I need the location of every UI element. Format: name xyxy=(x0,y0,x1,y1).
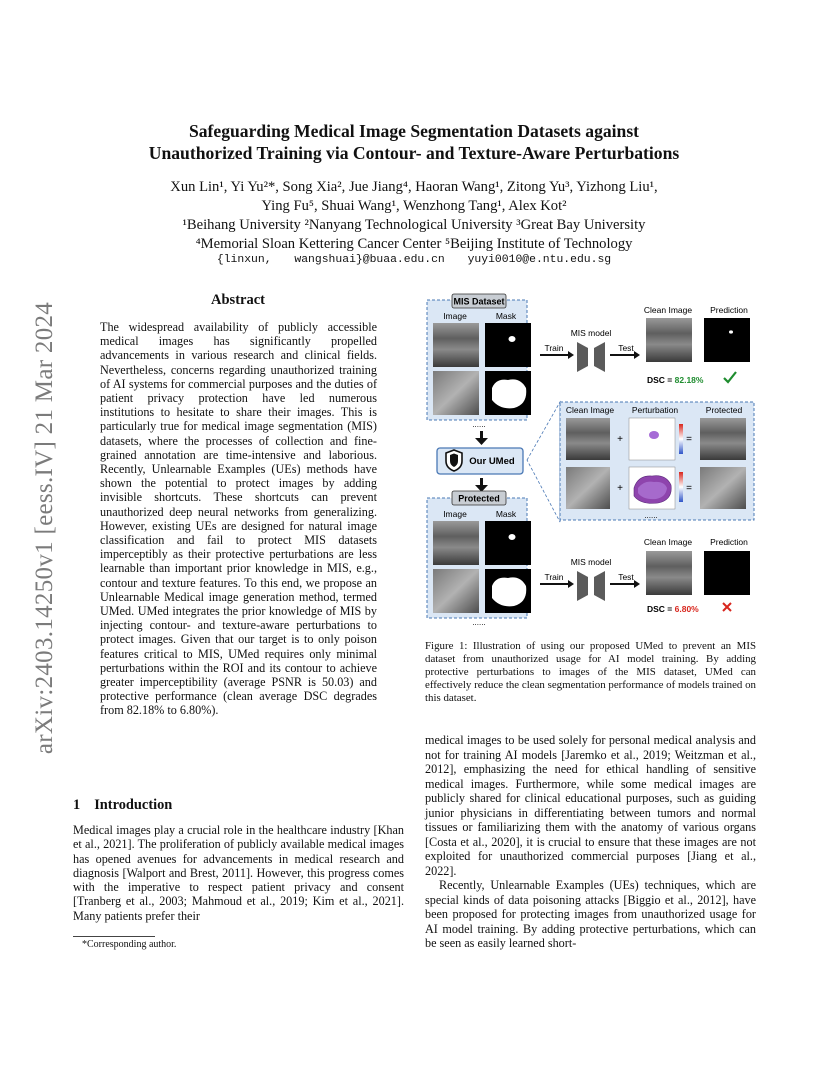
abstract-text: The widespread availability of publicly accessible medical images has significantly propelled advancements in various research and clinical fields. Nevertheless, concerns regarding unauthorized training of AI systems for commercial purposes and the duties of patient privacy protection have led numerous institutions to hesitate to share their images. This is particularly true for medical image segmentation (MIS) datasets, where the processes of collection and fine-grained annotation are time-intensive and laborious. Recently, Unlearnable Examples (UEs) methods have shown the potential to protect images by adding invisible shortcuts. These shortcuts can prevent unauthorized deep neural networks from generalizing. However, existing UEs are designed for natural image classification and fail to protect MIS datasets imperceptibly as their protective perturbations are less learnable than important prior knowledge in MIS, e.g., contour and texture features. To this end, we propose an Unlearnable Medical image generation method, termed UMed. UMed integrates the prior knowledge of MIS by injecting contour- and texture-aware perturbations to protect images. Given that our target is to only poison features critical to MIS, UMed requires only minimal perturbations within the ROI and its contour to achieve greater imperceptibility (average PSNR is 50.03) and protective performance (clean average DSC degrades from 82.18% to 6.80%). xyxy=(100,320,377,718)
paragraph: Recently, Unlearnable Examples (UEs) techniques, which are special kinds of data poisoning attacks [Biggio et al., 2012], have been proposed for protecting images from unauthorized usage for AI model training. By adding protective perturbations, which can be seen as easily learned short- xyxy=(425,878,756,950)
clean-image-label: Clean Image xyxy=(643,537,693,547)
affil-line-1: ¹Beihang University ²Nanyang Technological University ³Great Bay University xyxy=(182,217,646,233)
image-label: Image xyxy=(443,311,467,321)
test-label: Test xyxy=(618,343,634,353)
colorbar xyxy=(679,472,683,502)
svg-text:......: ...... xyxy=(644,511,658,520)
svg-text:Image: Image xyxy=(443,509,467,519)
mis-model-label: MIS model xyxy=(570,328,612,338)
train-label: Train xyxy=(544,343,564,353)
protected-label: Protected xyxy=(458,493,500,504)
mis-model-label: MIS model xyxy=(570,557,612,567)
svg-text:=: = xyxy=(686,483,692,494)
train-label: Train xyxy=(544,572,564,582)
svg-text:......: ...... xyxy=(472,618,486,627)
clean-image xyxy=(646,318,692,362)
mis-dataset-label: MIS Dataset xyxy=(453,296,505,307)
right-column-text xyxy=(425,733,756,951)
affiliations xyxy=(100,216,728,253)
ultrasound-image xyxy=(433,521,479,565)
section-heading xyxy=(73,797,172,814)
svg-text:=: = xyxy=(686,434,692,445)
svg-text:+: + xyxy=(617,434,623,445)
mask-image xyxy=(485,323,531,367)
title-line-2: Unauthorized Training via Contour- and Texture-Aware Perturbations xyxy=(148,143,680,163)
affil-line-2: ⁴Memorial Sloan Kettering Cancer Center ⁵Beijing Institute of Technology xyxy=(195,235,633,252)
clean-image xyxy=(646,551,692,595)
svg-text:Mask: Mask xyxy=(495,509,517,519)
emails: {linxun, wangshuai}@buaa.edu.cn yuyi0010@e.ntu.edu.sg xyxy=(216,254,612,266)
protected-image xyxy=(700,418,746,460)
section-number: 1 xyxy=(73,797,81,813)
dsc-protected: DSC = 6.80% xyxy=(647,604,699,614)
figure-1 xyxy=(424,292,758,630)
title-line-1: Safeguarding Medical Image Segmentation Datasets against xyxy=(188,121,640,141)
colorbar xyxy=(679,424,683,454)
authors-line-1: Xun Lin¹, Yi Yu²*, Song Xia², Jue Jiang⁴, Haoran Wang¹, Zitong Yu³, Yizhong Liu¹, xyxy=(170,179,658,195)
model-icon xyxy=(577,342,588,372)
test-label: Test xyxy=(618,572,634,582)
svg-text:......: ...... xyxy=(472,420,486,429)
figure-caption: Figure 1: Illustration of using our proposed UMed to prevent an MIS dataset from unauthorized usage for AI model training. By adding protective perturbations to images of the MIS dataset, UMed can effectively reduce the clean segmentation performance of models trained on this dataset. xyxy=(425,640,756,704)
clean-image-label: Clean Image xyxy=(643,305,693,315)
perturbation-label: Perturbation xyxy=(631,405,679,415)
mask-label: Mask xyxy=(495,311,517,321)
panel-clean-image-label: Clean Image xyxy=(565,405,615,415)
authors-line-2: Ying Fu⁵, Shuai Wang¹, Wenzhong Tang¹, Alex Kot² xyxy=(261,198,567,214)
prediction-label: Prediction xyxy=(710,305,748,315)
paper-title xyxy=(100,120,728,164)
protected-image xyxy=(700,467,746,509)
svg-text:+: + xyxy=(617,483,623,494)
arxiv-stamp: arXiv:2403.14250v1 [eess.IV] 21 Mar 2024 xyxy=(31,301,58,755)
umed-label: Our UMed xyxy=(469,456,515,467)
footnote: *Corresponding author. xyxy=(82,939,177,950)
cross-icon xyxy=(723,603,731,611)
ultrasound-image xyxy=(433,569,479,613)
clean-image xyxy=(566,418,610,460)
section-title: Introduction xyxy=(94,797,173,813)
abstract-heading: Abstract xyxy=(211,292,265,308)
mask-image xyxy=(485,521,531,565)
perturbation-image xyxy=(629,418,675,460)
footnote-rule xyxy=(73,936,155,937)
dsc-clean: DSC = 82.18% xyxy=(647,375,704,385)
zoom-guide xyxy=(527,402,560,522)
prediction-label: Prediction xyxy=(710,537,748,547)
prediction-image xyxy=(704,318,750,362)
prediction-image xyxy=(704,551,750,595)
clean-image xyxy=(566,467,610,509)
panel-protected-label: Protected xyxy=(705,405,743,415)
check-icon xyxy=(724,372,736,382)
model-icon xyxy=(577,571,588,601)
ultrasound-image xyxy=(433,323,479,367)
paragraph: medical images to be used solely for personal medical analysis and not for training AI models [Jaremko et al., 2019; Weitzman et al., 2012], emphasizing the need for ethical handling of sensitive medical images. Furthermore, while some medical images are publicly shared for clinical educational purposes, such as guiding junior physicians in differentiating between tumors and normal tissues or familiarizing them with the anatomy of various organs [Costa et al., 2020], it is crucial to ensure that these images are not exploited for unauthorized commercial purposes [Jiang et al., 2022]. xyxy=(425,733,756,878)
intro-text: Medical images play a crucial role in the healthcare industry [Khan et al., 2021]. The proliferation of publicly available medical images has opened avenues for advancements in medical research and diagnosis [Walport and Brest, 2011]. However, this progress comes with the imperative to respect patient privacy and consent [Tranberg et al., 2003; Mahmoud et al., 2019; Kim et al., 2021]. Many patients prefer their xyxy=(73,823,404,923)
ultrasound-image xyxy=(433,371,479,415)
authors xyxy=(100,178,728,216)
